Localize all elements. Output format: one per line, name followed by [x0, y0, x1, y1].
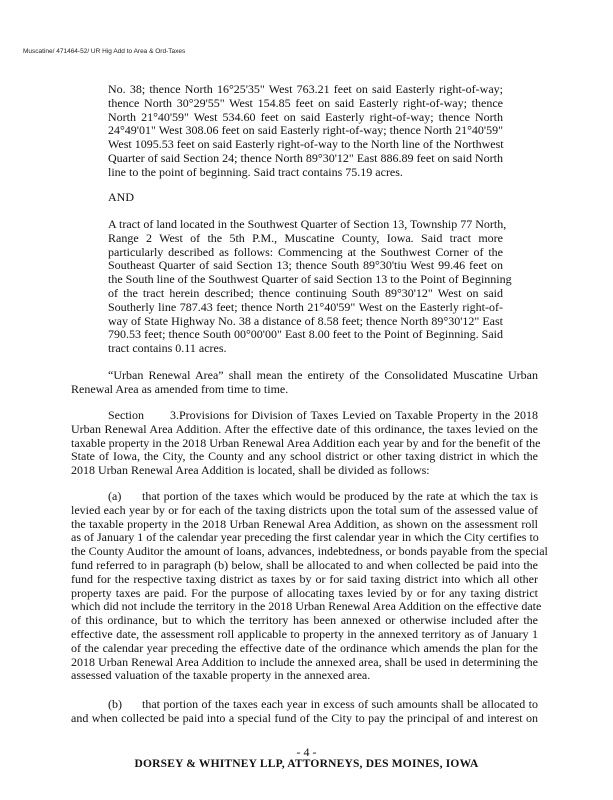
text-line [71, 599, 542, 614]
section-label: (a) [108, 489, 122, 503]
footer-firm-name: DORSEY & WHITNEY LLP, ATTORNEYS, DES MOINES, IOWA [134, 758, 479, 770]
text-line [71, 544, 548, 559]
section-label: Section 3. [108, 408, 179, 422]
paragraph-legal-description-continued [108, 83, 503, 180]
text-line [108, 124, 503, 138]
line-text: that portion of the taxes which would be produced by the rate at which the tax is [142, 489, 538, 503]
text-line [71, 559, 538, 573]
text-line [71, 464, 538, 478]
text-line [108, 166, 503, 180]
line-text: Urban Renewal Area Addition. After the effective date of this ordinance, the taxes levied on the [71, 421, 538, 436]
line-text: assessed valuation of the taxable property in the annexed area. [71, 668, 371, 683]
text-line [108, 111, 503, 125]
text-line [71, 518, 538, 532]
text-line [108, 152, 503, 166]
line-text: way of State Highway No. 38 a distance of 8.58 feet; thence North 89°30'12" East [108, 313, 503, 328]
text-line [108, 138, 503, 152]
text-line [71, 369, 538, 383]
text-line [108, 301, 503, 315]
text-line [71, 669, 538, 683]
line-text: Southeast Quarter of said Section 13; thence South 89°30'tiu West 99.46 feet on [108, 258, 503, 273]
text-line [108, 259, 503, 273]
text-line [71, 409, 538, 423]
line-text: line to the point of beginning. Said tract contains 75.19 acres. [108, 164, 403, 179]
text-line [108, 287, 503, 301]
line-text: and when collected be paid into a special fund of the City to pay the principal of and interest on [71, 710, 538, 725]
line-text: of the tract herein described; thence continuing South 89°30'12" West on said [108, 285, 503, 300]
text-line [108, 246, 503, 260]
line-text: A tract of land located in the Southwest Quarter of Section 13, Township 77 North, [108, 217, 507, 231]
text-line [108, 342, 503, 356]
document-header: Muscatine/ 471464-52/ UR Hig Add to Area & Ord-Taxes [23, 48, 186, 55]
section-label: (b) [108, 697, 122, 711]
text-line [71, 450, 538, 464]
text-line [71, 504, 538, 518]
line-text: tract contains 0.11 acres. [108, 341, 227, 356]
text-line [71, 712, 538, 726]
text-line [71, 642, 538, 656]
line-text: of the calendar year preceding the effective date of the ordinance which amends the plan for the [71, 640, 538, 655]
line-text: as of January 1 of the calendar year preceding the first calendar year in which the City certifies to [71, 530, 539, 545]
line-text: Provisions for Division of Taxes Levied on Taxable Property in the 2018 [179, 408, 538, 422]
line-text: Range 2 West of the 5th P.M., Muscatine County, Iowa. Said tract more [108, 230, 503, 245]
text-line [71, 656, 538, 670]
text-line [71, 573, 538, 587]
text-line [71, 628, 538, 642]
text-line [71, 587, 538, 601]
line-text: fund referred to in paragraph (b) below, shall be allocated to and when collected be paid into the [71, 557, 538, 572]
text-line [108, 328, 503, 342]
line-text: the South line of the Southwest Quarter of said Section 13 to the Point of Beginning [108, 272, 512, 287]
paragraph-subsection-a [71, 489, 548, 683]
line-text: levied each year by or for each of the taxing districts upon the total sum of the assessed value of [71, 502, 538, 517]
line-text: “Urban Renewal Area” shall mean the entirety of the Consolidated Muscatine Urban [108, 368, 538, 382]
text-line [71, 435, 541, 451]
line-text: of this ordinance, but to which the territory has been annexed or otherwise included after the [71, 613, 538, 628]
line-text: particularly described as follows: Commencing at the Southwest Corner of the [108, 244, 503, 259]
line-text: that portion of the taxes each year in excess of such amounts shall be allocated to [142, 697, 538, 711]
page-number: - 4 - [296, 745, 317, 759]
text-line [108, 232, 503, 246]
text-line [71, 383, 538, 397]
line-text: which did not include the territory in the 2018 Urban Renewal Area Addition on the effective date [71, 599, 542, 614]
line-text: North 21°40'59" West 534.60 feet on said Easterly right-of-way; thence North [108, 109, 503, 124]
text-line [71, 698, 538, 712]
line-text: Southerly line 787.43 feet; thence North 21°40'59" West on the Easterly right-of- [108, 299, 503, 314]
paragraph-section-3 [71, 408, 541, 478]
text-line [108, 217, 507, 232]
line-text: property taxes are paid. For the purpose of allocating taxes levied by or for any taxing district [71, 585, 538, 600]
paragraph-urban-renewal-area-definition [71, 369, 538, 397]
line-text: 2018 Urban Renewal Area Addition is located, shall be divided as follows: [71, 463, 430, 478]
line-text: West 1095.53 feet on said Easterly right-of-way to the North line of the Northwest [108, 137, 504, 152]
line-text: 24°49'01" West 308.06 feet on said Easterly right-of-way; thence North 21°40'59" [108, 123, 503, 138]
line-text: No. 38; thence North 16°25'35" West 763.21 feet on said Easterly right-of-way; [108, 82, 503, 96]
paragraph-tract-description [108, 217, 512, 356]
line-text: thence North 30°29'55" West 154.85 feet on said Easterly right-of-way; thence [108, 95, 503, 110]
line-text: Renewal Area as amended from time to time. [71, 381, 289, 396]
text-line [108, 191, 503, 205]
text-line [71, 490, 538, 504]
text-line [71, 423, 538, 437]
text-line [71, 614, 538, 628]
line-text: taxable property in the 2018 Urban Renewal Area Addition each year by and for the benefit of the [71, 435, 541, 450]
text-line [71, 531, 538, 545]
text-line [108, 315, 503, 329]
line-text: fund for the respective taxing district as taxes by or for said taxing district into which all other [71, 571, 538, 586]
paragraph-subsection-b [71, 698, 538, 726]
text-line [108, 83, 503, 97]
text-line [108, 97, 503, 111]
paragraph-and [108, 191, 503, 205]
line-text: AND [108, 190, 134, 204]
line-text: 790.53 feet; thence South 00°00'00" East 8.00 feet to the Point of Beginning. Said [108, 327, 503, 342]
line-text: Quarter of said Section 24; thence North 89°30'12" East 886.89 feet on said North [108, 150, 503, 165]
line-text: the taxable property in the 2018 Urban Renewal Area Addition, as shown on the assessment roll [71, 516, 538, 531]
line-text: 2018 Urban Renewal Area Addition to include the annexed area, shall be used in determining the [71, 654, 538, 669]
line-text: State of Iowa, the City, the County and any school district or other taxing district in which the [71, 449, 538, 464]
text-line [108, 272, 512, 287]
line-text: the County Auditor the amount of loans, advances, indebtedness, or bonds payable from the special [71, 544, 548, 559]
line-text: effective date, the assessment roll applicable to property in the annexed territory as of January 1 [71, 626, 538, 641]
